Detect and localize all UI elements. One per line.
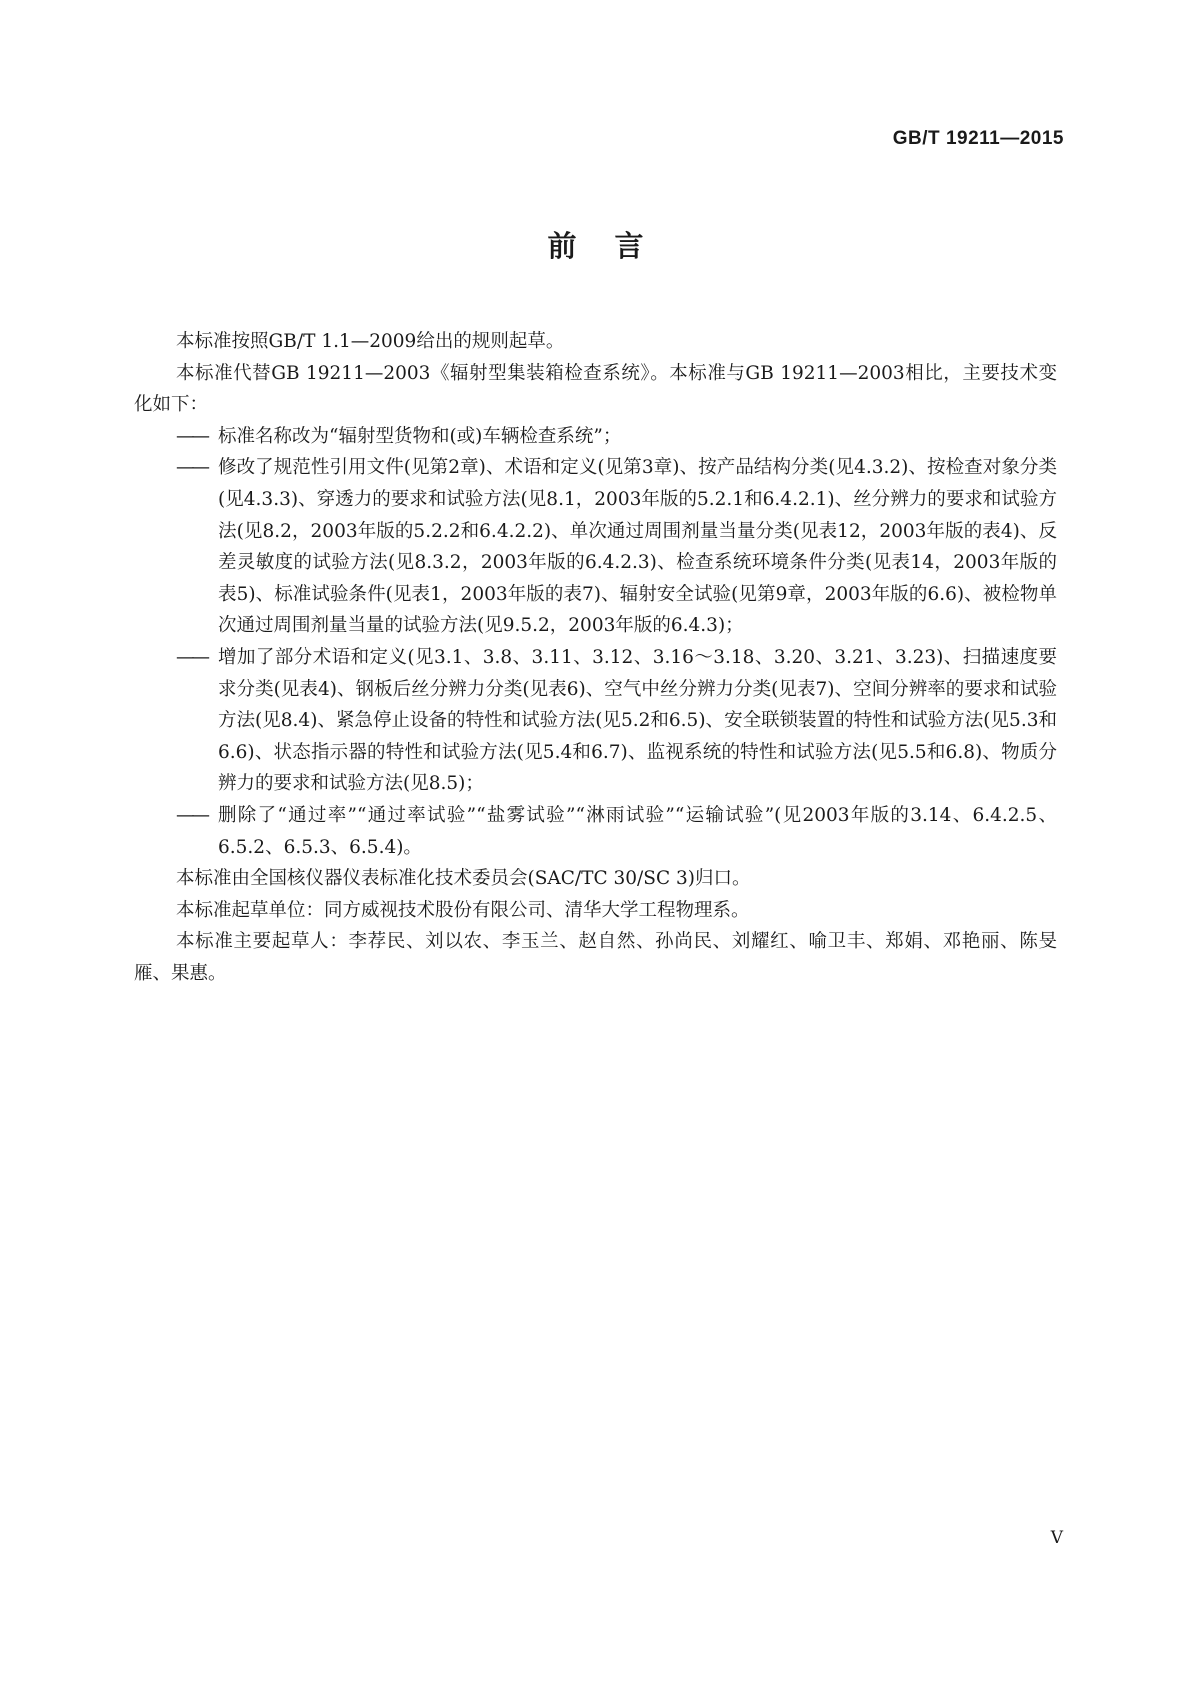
list-item-text: 修改了规范性引用文件(见第2章)、术语和定义(见第3章)、按产品结构分类(见4.3.2)、按检查对象分类(见4.3.3)、穿透力的要求和试验方法(见8.1，2003年版的5.2.1和6.4.2.1)、丝分辨力的要求和试验方法(见8.2，2003年版的5.2.2和6.4.2.2)、单次通过周围剂量当量分类(见表12，2003年版的表4)、反差灵敏度的试验方法(见8.3.2，2003年版的6.4.2.3)、检查系统环境条件分类(见表14，2003年版的表5)、标准试验条件(见表1，2003年版的表7)、辐射安全试验(见第9章，2003年版的6.6)、被检物单次通过周围剂量当量的试验方法(见9.5.2，2003年版的6.4.3)； [218, 457, 1057, 637]
dash-marker: —— [176, 804, 207, 826]
list-item [134, 452, 1057, 642]
dash-marker: —— [176, 425, 207, 447]
list-item-text: 删除了“通过率”“通过率试验”“盐雾试验”“淋雨试验”“运输试验”(见2003年版的3.14、6.4.2.5、6.5.2、6.5.3、6.5.4)。 [218, 804, 1057, 858]
list-item-text: 标准名称改为“辐射型货物和(或)车辆检查系统”； [218, 425, 622, 447]
list-item [134, 800, 1057, 863]
document-number: GB/T 19211—2015 [892, 128, 1064, 149]
dash-marker: —— [176, 646, 207, 668]
paragraph: 本标准由全国核仪器仪表标准化技术委员会(SAC/TC 30/SC 3)归口。 [176, 868, 751, 890]
document-body [134, 326, 1057, 989]
paragraph: 本标准主要起草人：李荐民、刘以农、李玉兰、赵自然、孙尚民、刘耀红、喻卫丰、郑娟、邓艳丽、陈旻雁、果惠。 [134, 931, 1057, 984]
paragraph: 本标准起草单位：同方威视技术股份有限公司、清华大学工程物理系。 [176, 899, 750, 921]
dash-marker: —— [176, 457, 207, 479]
paragraph: 本标准按照GB/T 1.1—2009给出的规则起草。 [176, 331, 565, 352]
list-item-text: 增加了部分术语和定义(见3.1、3.8、3.11、3.12、3.16～3.18、3.20、3.21、3.23)、扫描速度要求分类(见表4)、钢板后丝分辨力分类(见表6)、空气中丝分辨力分类(见表7)、空间分辨率的要求和试验方法(见8.4)、紧急停止设备的特性和试验方法(见5.2和6.5)、安全联锁装置的特性和试验方法(见5.3和6.6)、状态指示器的特性和试验方法(见5.4和6.7)、监视系统的特性和试验方法(见5.5和6.8)、物质分辨力的要求和试验方法(见8.5)； [218, 646, 1057, 795]
changes-list [134, 421, 1057, 863]
paragraph: 本标准代替GB 19211—2003《辐射型集装箱检查系统》。本标准与GB 19211—2003相比，主要技术变化如下： [134, 362, 1057, 416]
list-item [134, 421, 1057, 453]
list-item [134, 642, 1057, 800]
page-number: V [1050, 1528, 1063, 1548]
page-title: 前言 [547, 229, 682, 263]
